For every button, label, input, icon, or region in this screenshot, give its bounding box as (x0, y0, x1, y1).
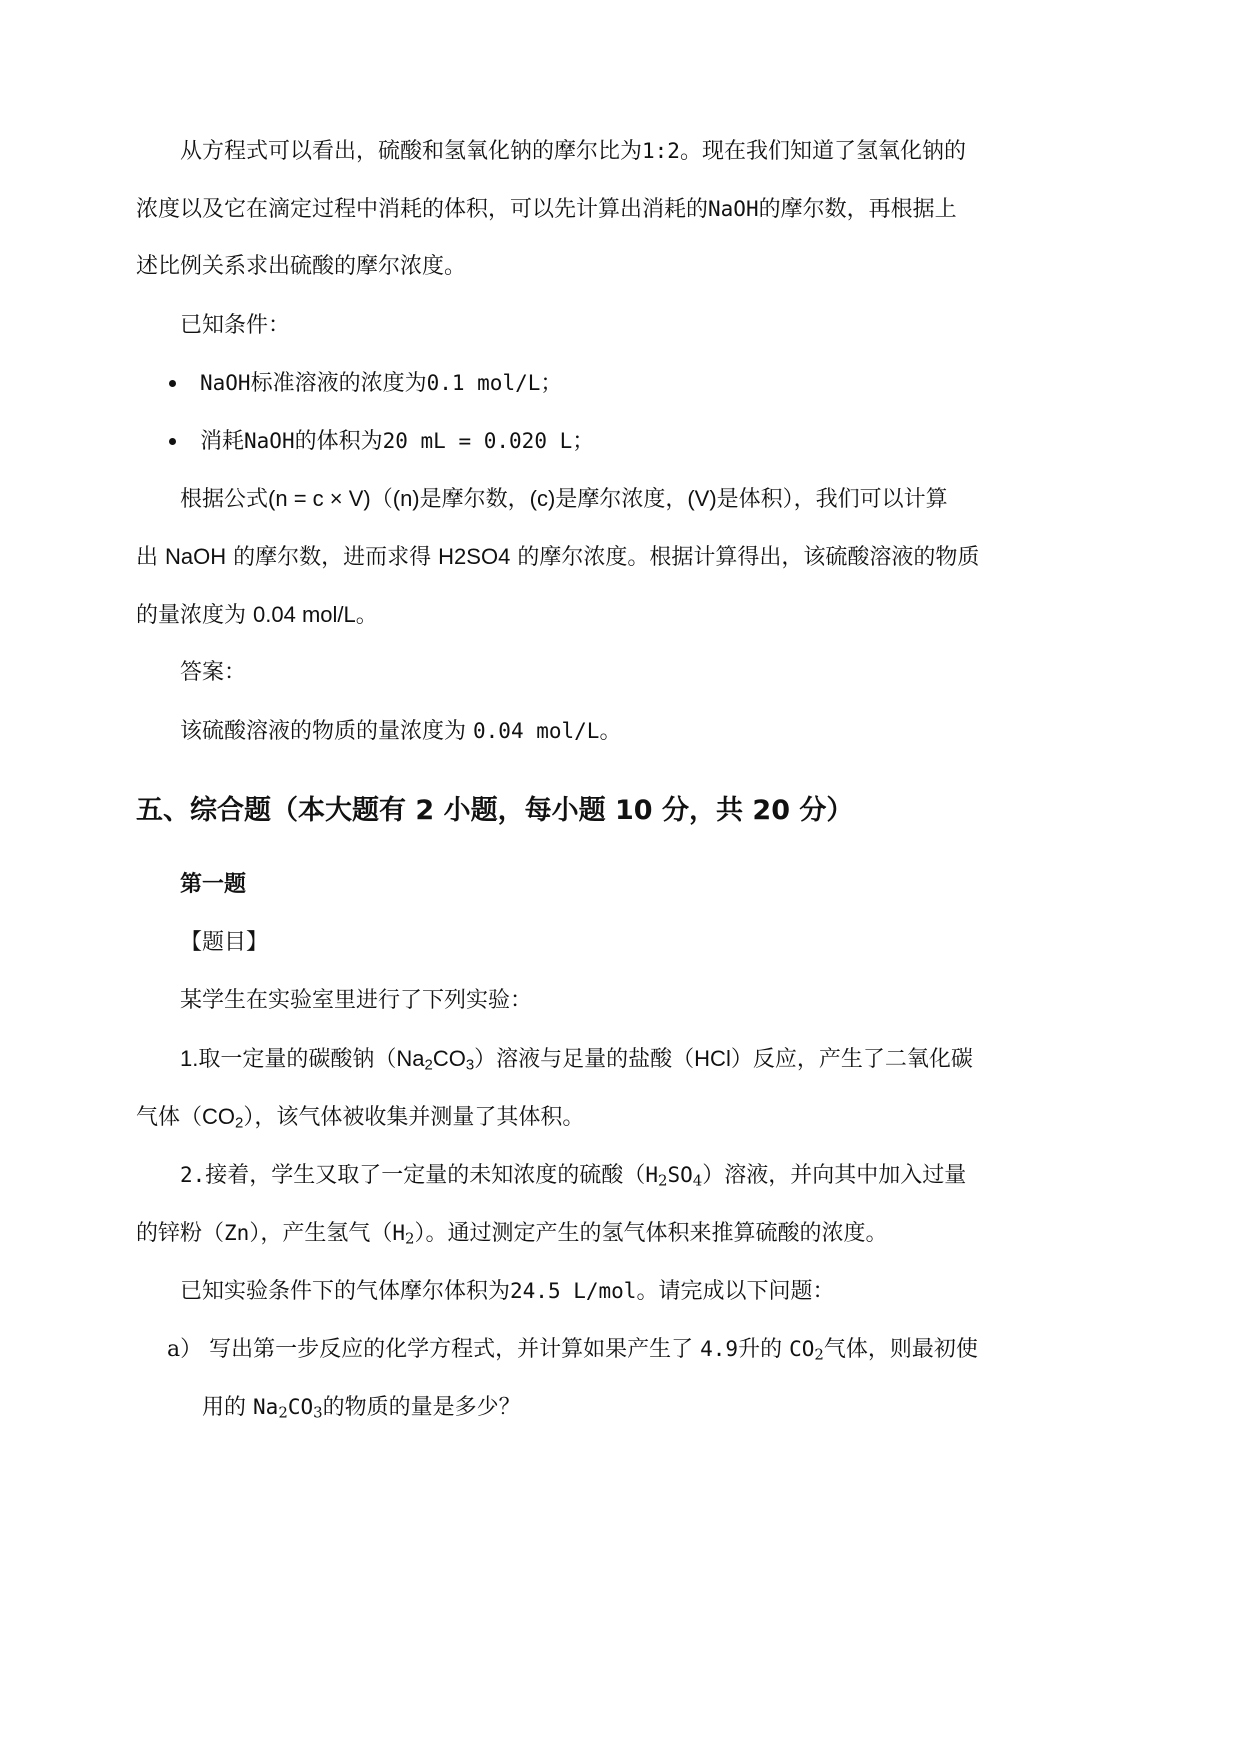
question-a-line2: 用的 $Na_2CO_3$的物质的量是多少？ (202, 1395, 521, 1422)
para2-line3: 的量浓度为 0.04 mol/L。 (136, 602, 378, 628)
answer-label: 答案： (180, 660, 247, 685)
para1-line3: 述比例关系求出硫酸的摩尔浓度。 (136, 254, 467, 279)
para1-line2: 浓度以及它在滴定过程中消耗的体积，可以先计算出消耗的NaOH的摩尔数，再根据上 (136, 197, 957, 222)
molar-volume-line: 已知实验条件下的气体摩尔体积为24.5 L/mol。请完成以下问题： (180, 1279, 835, 1304)
section-heading: 五、综合题（本大题有 2 小题，每小题 10 分，共 20 分） (136, 795, 854, 826)
question-title: 第一题 (180, 872, 247, 897)
step2-line1: 2.接着，学生又取了一定量的未知浓度的硫酸$(H_2SO_4)$溶液，并向其中加入过量 (180, 1163, 967, 1190)
question-tag: 【题目】 (180, 930, 269, 955)
bullet-item: NaOH标准溶液的浓度为0.1 mol/L； (200, 371, 563, 396)
step1-line1: 1.取一定量的碳酸钠$(Na_2CO_3)$溶液与足量的盐酸（HCl）反应，产生了二氧化碳 (180, 1046, 973, 1074)
bullet-dot-icon (169, 438, 176, 445)
para2-line1: 根据公式(n = c × V)（(n)是摩尔数，(c)是摩尔浓度，(V)是体积），我们可以计算 (180, 486, 948, 512)
question-a-label: a） (167, 1337, 203, 1362)
question-intro: 某学生在实验室里进行了下列实验： (180, 988, 533, 1013)
known-conditions-label: 已知条件： (180, 313, 291, 338)
para2-line2: 出 NaOH 的摩尔数，进而求得 H2SO4 的摩尔浓度。根据计算得出，该硫酸溶液的物质 (136, 544, 980, 570)
bullet-dot-icon (169, 380, 176, 387)
answer-text: 该硫酸溶液的物质的量浓度为 0.04 mol/L。 (180, 719, 622, 744)
bullet-item: 消耗NaOH的体积为20 mL = 0.020 L； (200, 429, 595, 454)
para1-line1: 从方程式可以看出，硫酸和氢氧化钠的摩尔比为1:2。现在我们知道了氢氧化钠的 (180, 139, 966, 164)
step1-line2: 气体$(CO_2)$，该气体被收集并测量了其体积。 (136, 1104, 585, 1132)
question-a-line1: a） 写出第一步反应的化学方程式，并计算如果产生了 4.9升的 $CO_2$气体，则最初使 (167, 1337, 978, 1364)
step2-line2: 的锌粉（Zn），产生氢气$(H_2)$。通过测定产生的氢气体积来推算硫酸的浓度。 (136, 1221, 888, 1248)
